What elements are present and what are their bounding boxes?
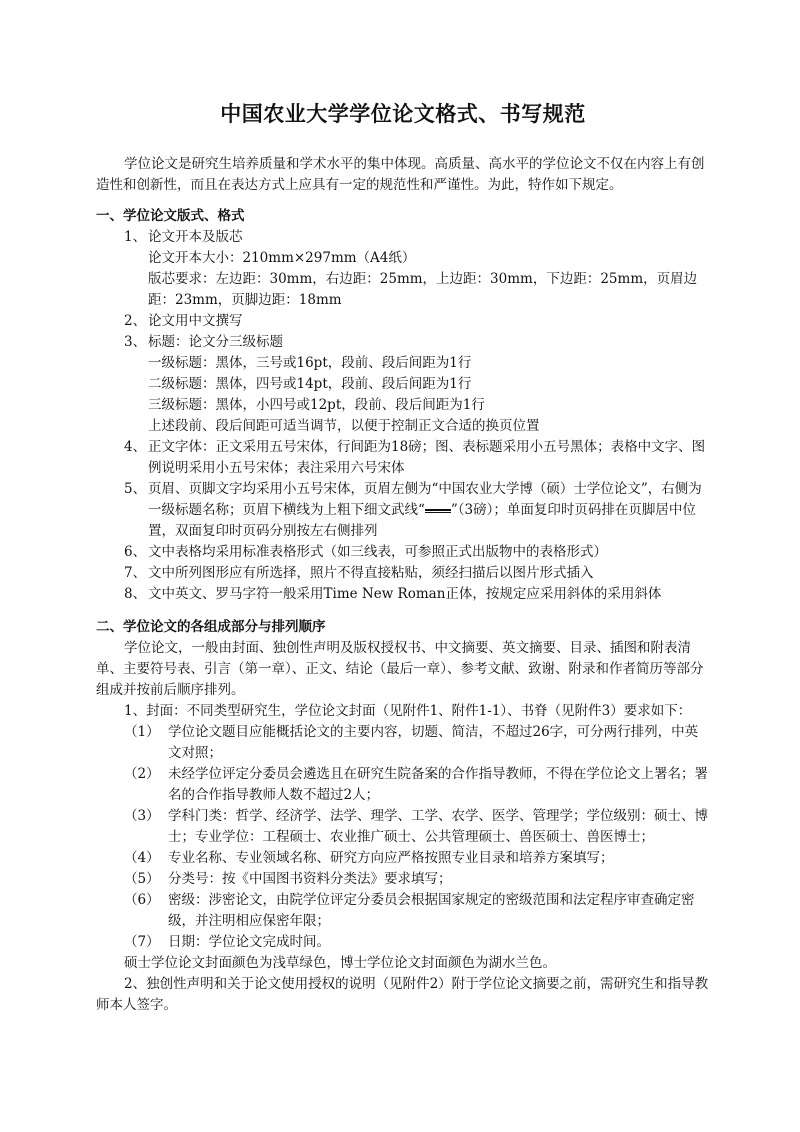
list-item [96,479,710,542]
list-item-text: 论文用中文撰写 [148,313,243,329]
list-item [96,311,710,332]
list-item-number: （1） [124,724,160,740]
list-item-text-cont: ”（3磅）；单面复印时页码排在页脚居中位置，双面复印时页码分别按左右侧排列 [148,502,696,539]
list-item-text: 页眉、页脚文字均采用小五号宋体，页眉左侧为“中国农业大学博（硕）士学位论文”，右侧为一级标题名称；页眉下横线为上粗下细文武线“ [148,481,702,518]
list-item-text: 论文开本及版芯 [148,229,243,245]
declaration-paragraph: 2、独创性声明和关于论文使用授权的说明（见附件2）附于学位论文摘要之前，需研究生和指导教师本人签字。 [96,976,709,1013]
list-item-text: 标题：论文分三级标题 [148,334,283,350]
list-item-text: 未经学位评定分委员会遴选且在研究生院备案的合作指导教师，不得在学位论文上署名；署名的合作指导教师人数不超过2人； [168,766,708,803]
intro-paragraph: 学位论文是研究生培养质量和学术水平的集中体现。高质量、高水平的学位论文不仅在内容上有创造性和创新性，而且在表达方式上应具有一定的规范性和严谨性。为此，特作如下规定。 [96,156,705,193]
list-item-number: （4） [124,850,160,866]
page-title: 中国农业大学学位论文格式、书写规范 [220,102,586,126]
list-item [96,332,710,353]
list-item-text: 学位论文题目应能概括论文的主要内容，切题、简洁，不超过26字，可分两行排列，中英文对照； [168,724,699,761]
cover-color-note: 硕士学位论文封面颜色为浅草绿色，博士学位论文封面颜色为湖水兰色。 [124,955,556,971]
sub-line: 上述段前、段后间距可适当调节，以便于控制正文合适的换页位置 [148,418,540,434]
list-item-number: 3、 [124,334,147,350]
list-item-number: （3） [124,808,160,824]
list-item-number: 4、 [124,439,147,455]
list-item-number: 8、 [124,586,147,602]
list-item-text: 密级：涉密论文，由院学位评定分委员会根据国家规定的密级范围和法定程序审查确定密级，并注明相应保密年限； [168,892,695,929]
list-item-text: 日期：学位论文完成时间。 [168,934,330,950]
list-item-text: 学科门类：哲学、经济学、法学、理学、工学、农学、医学、管理学；学位级别：硕士、博士；专业学位：工程硕士、农业推广硕士、公共管理硕士、兽医硕士、兽医博士； [168,808,708,845]
list-item-number: 7、 [124,565,147,581]
list-item-text: 文中所列图形应有所选择，照片不得直接粘贴，须经扫描后以图片形式插入 [148,565,594,581]
list-item [96,437,710,479]
list-item-number: 5、 [124,481,147,497]
list-item [96,932,710,953]
list-item [96,584,710,605]
list-item-number: 2、 [124,313,147,329]
section-heading-format: 一、学位论文版式、格式 [96,208,245,224]
list-item [96,542,710,563]
sub-line: 三级标题：黑体，小四号或12pt，段前、段后间距为1行 [148,397,485,413]
list-item [96,722,710,764]
double-line-icon [425,509,451,513]
list-item [96,227,710,248]
list-item-text: 文中英文、罗马字符一般采用Time New Roman正体，按规定应采用斜体的采用斜体 [148,586,662,602]
list-item-text: 分类号：按《中国图书资料分类法》要求填写； [168,871,452,887]
list-item-text: 正文字体：正文采用五号宋体，行间距为18磅；图、表标题采用小五号黑体；表格中文字、图例说明采用小五号宋体；表注采用六号宋体 [148,439,706,476]
cover-heading: 1、封面：不同类型研究生，学位论文封面（见附件1、附件1-1）、书脊（见附件3）要求如下： [124,703,692,719]
list-item [96,890,710,932]
list-item-number: （7） [124,934,160,950]
sub-line: 二级标题：黑体，四号或14pt，段前、段后间距为1行 [148,376,472,392]
list-item [96,806,710,848]
sub-line: 一级标题：黑体，三号或16pt，段前、段后间距为1行 [148,355,472,371]
list-item [96,764,710,806]
sub-line: 版芯要求：左边距：30mm，右边距：25mm，上边距：30mm，下边距：25mm，页眉边距：23mm，页脚边距：18mm [148,271,698,308]
list-item-text: 文中表格均采用标准表格形式（如三线表，可参照正式出版物中的表格形式） [148,544,607,560]
list-item-number: （5） [124,871,160,887]
list-item-number: 1、 [124,229,147,245]
list-item-number: （2） [124,766,160,782]
sub-line: 论文开本大小：210mm×297mm（A4纸） [148,250,416,266]
section-heading-structure: 二、学位论文的各组成部分与排列顺序 [96,619,326,635]
list-item-text: 专业名称、专业领域名称、研究方向应严格按照专业目录和培养方案填写； [168,850,614,866]
list-item [96,563,710,584]
list-item [96,869,710,890]
structure-intro: 学位论文，一般由封面、独创性声明及版权授权书、中文摘要、英文摘要、目录、插图和附表清单、主要符号表、引言（第一章）、正文、结论（最后一章）、参考文献、致谢、附录和作者简历等部分组成并按前后顺序排列。 [96,640,704,698]
list-item-number: 6、 [124,544,147,560]
list-item [96,848,710,869]
list-item-number: （6） [124,892,160,908]
